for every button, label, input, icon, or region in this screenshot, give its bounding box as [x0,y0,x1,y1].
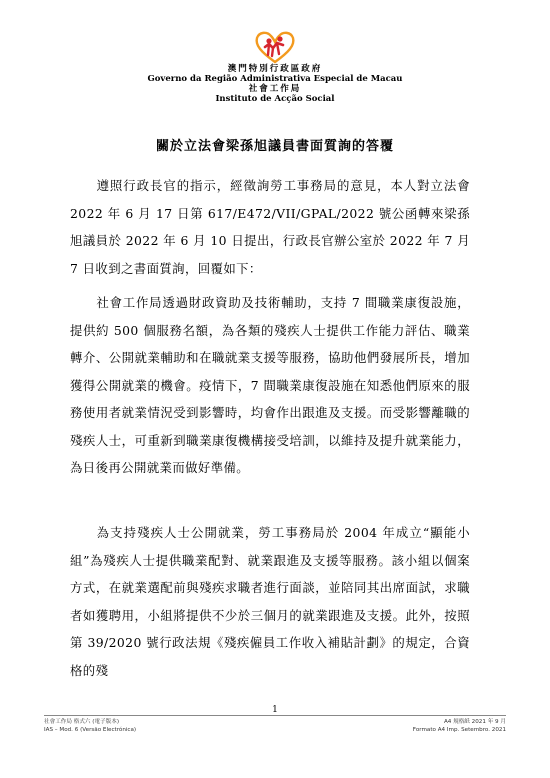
ias-name-pt: Instituto de Acção Social [215,94,335,104]
footer-form-cn: 社會工作局 格式六 (電子版本) [44,719,120,725]
page-footer [44,715,506,733]
ias-logo-icon [253,30,297,64]
page-number: 1 [272,705,278,715]
paragraph-3-text: 為支持殘疾人士公開就業，勞工事務局於 2004 年成立“顯能小組”為殘疾人士提供職業配對、就業跟進及支援等服務。該小組以個案方式，在就業選配前與殘疾求職者進行面談，並陪同其出席面試，求職者如獲聘用，小組將提供不少於三個月的就業跟進及支援。此外，按照第 39/2020 號行政法規《殘疾僱員工作收入補貼計劃》的規定，合資格的殘 [70,525,470,678]
paragraph-1 [70,172,470,282]
gov-name-cn: 澳門特別行政區政府 [227,64,323,74]
footer-paper-cn: A4 規格紙 2021 年 9 月 [443,719,506,725]
footer-form-pt: IAS – Mod. 6 (Versão Electrónica) [44,726,137,733]
document-title: 關於立法會梁孫旭議員書面質詢的答覆 [155,139,394,154]
letterhead [0,30,550,104]
footer-paper-pt: Formato A4 Imp. Setembro. 2021 [412,726,506,733]
paragraph-2-text: 社會工作局透過財政資助及技術輔助，支持 7 間職業康復設施，提供約 500 個服務名額，為各類的殘疾人士提供工作能力評估、職業轉介、公開就業輔助和在職就業支援等服務，協助他們發展所長，增加獲得公開就業的機會。疫情下，7 間職業康復設施在知悉他們原來的服務使用者就業情況受到影響時，均會作出跟進及支援。而受影響離職的殘疾人士，可重新到職業康復機構接受培訓，以維持及提升就業能力，為日後再公開就業而做好準備。 [70,295,470,475]
paragraph-1-text: 遵照行政長官的指示，經徵詢勞工事務局的意見，本人對立法會 2022 年 6 月 17 日第 617/E472/VII/GPAL/2022 號公函轉來梁孫旭議員於 2022 年 6 月 10 日提出，行政長官辦公室於 2022 年 7 月 7 日收到之書面質詢，回覆如下： [70,178,470,276]
gov-name-pt: Governo da Região Administrativa Especial de Macau [147,74,403,84]
paragraph-3 [70,519,470,684]
ias-name-cn: 社會工作局 [248,84,302,94]
paragraph-2 [70,289,470,482]
footer-left [44,719,136,734]
footer-right [413,719,506,734]
